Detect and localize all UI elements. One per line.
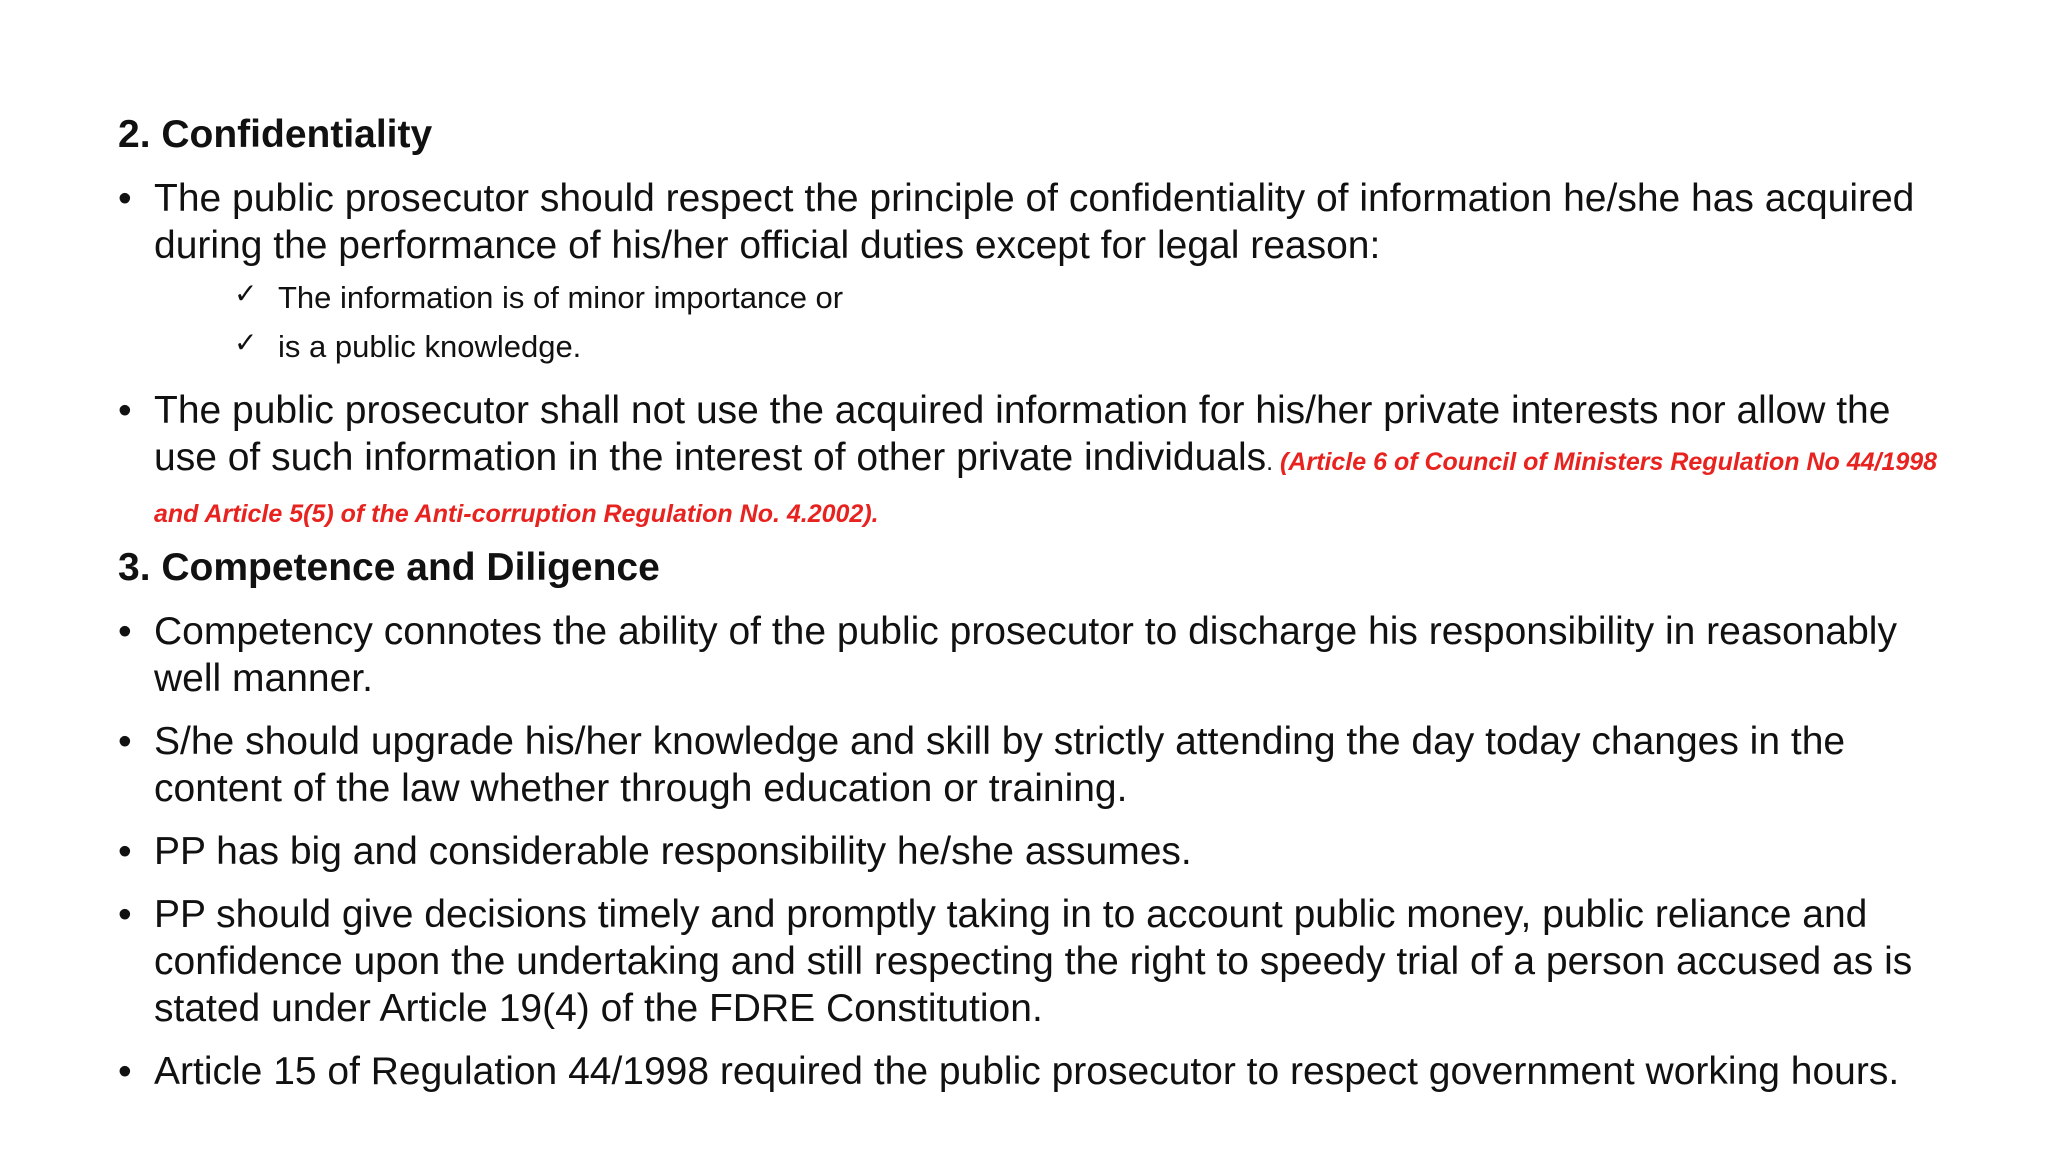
bullet-text: The public prosecutor should respect the principle of confidentiality of information he/she has acquired during the performance of his/her official duties except for legal reason: [154, 176, 1915, 267]
section-heading-confidentiality: 2. Confidentiality [118, 113, 433, 156]
checkmark-icon: ✓ [234, 325, 258, 359]
bullet-text: Article 15 of Regulation 44/1998 required the public prosecutor to respect government working hours. [154, 1049, 1900, 1093]
check-list [154, 273, 1948, 371]
bullet-text: S/he should upgrade his/her knowledge and skill by strictly attending the day today changes in the content of the law whether through education or training. [154, 719, 1846, 810]
bullet-text: PP has big and considerable responsibility he/she assumes. [154, 829, 1192, 873]
bullet-item [118, 828, 1948, 875]
bullet-text: The public prosecutor shall not use the acquired information for his/her private interests nor allow the use of such information in the interest of other private individuals [154, 388, 1891, 479]
check-item [234, 322, 1948, 371]
bullet-item [118, 387, 1948, 533]
confidentiality-bullet-list [118, 175, 1948, 533]
bullet-text: Competency connotes the ability of the public prosecutor to discharge his responsibility in reasonably well manner. [154, 609, 1897, 700]
bullet-item [118, 608, 1948, 702]
slide-content [118, 104, 1948, 1095]
checkmark-icon: ✓ [234, 276, 258, 310]
legal-citation: (Article 6 of Council of Ministers Regulation No 44/1998 and Article 5(5) of the Anti-corruption Regulation No. 4.2002). [154, 447, 1938, 528]
bullet-item [118, 891, 1948, 1032]
bullet-item [118, 1048, 1948, 1095]
check-item [234, 273, 1948, 322]
bullet-trailing-punctuation: . [1266, 447, 1281, 476]
check-item-text: is a public knowledge. [278, 328, 582, 364]
section-heading-competence: 3. Competence and Diligence [118, 545, 660, 589]
bullet-item [118, 718, 1948, 812]
bullet-text: PP should give decisions timely and promptly taking in to account public money, public reliance and confidence upon the undertaking and still respecting the right to speedy trial of a person accused as is stated under Article 19(4) of the FDRE Constitution. [154, 892, 1913, 1030]
bullet-item [118, 175, 1948, 371]
competence-bullet-list [118, 608, 1948, 1095]
check-item-text: The information is of minor importance or [278, 279, 844, 315]
